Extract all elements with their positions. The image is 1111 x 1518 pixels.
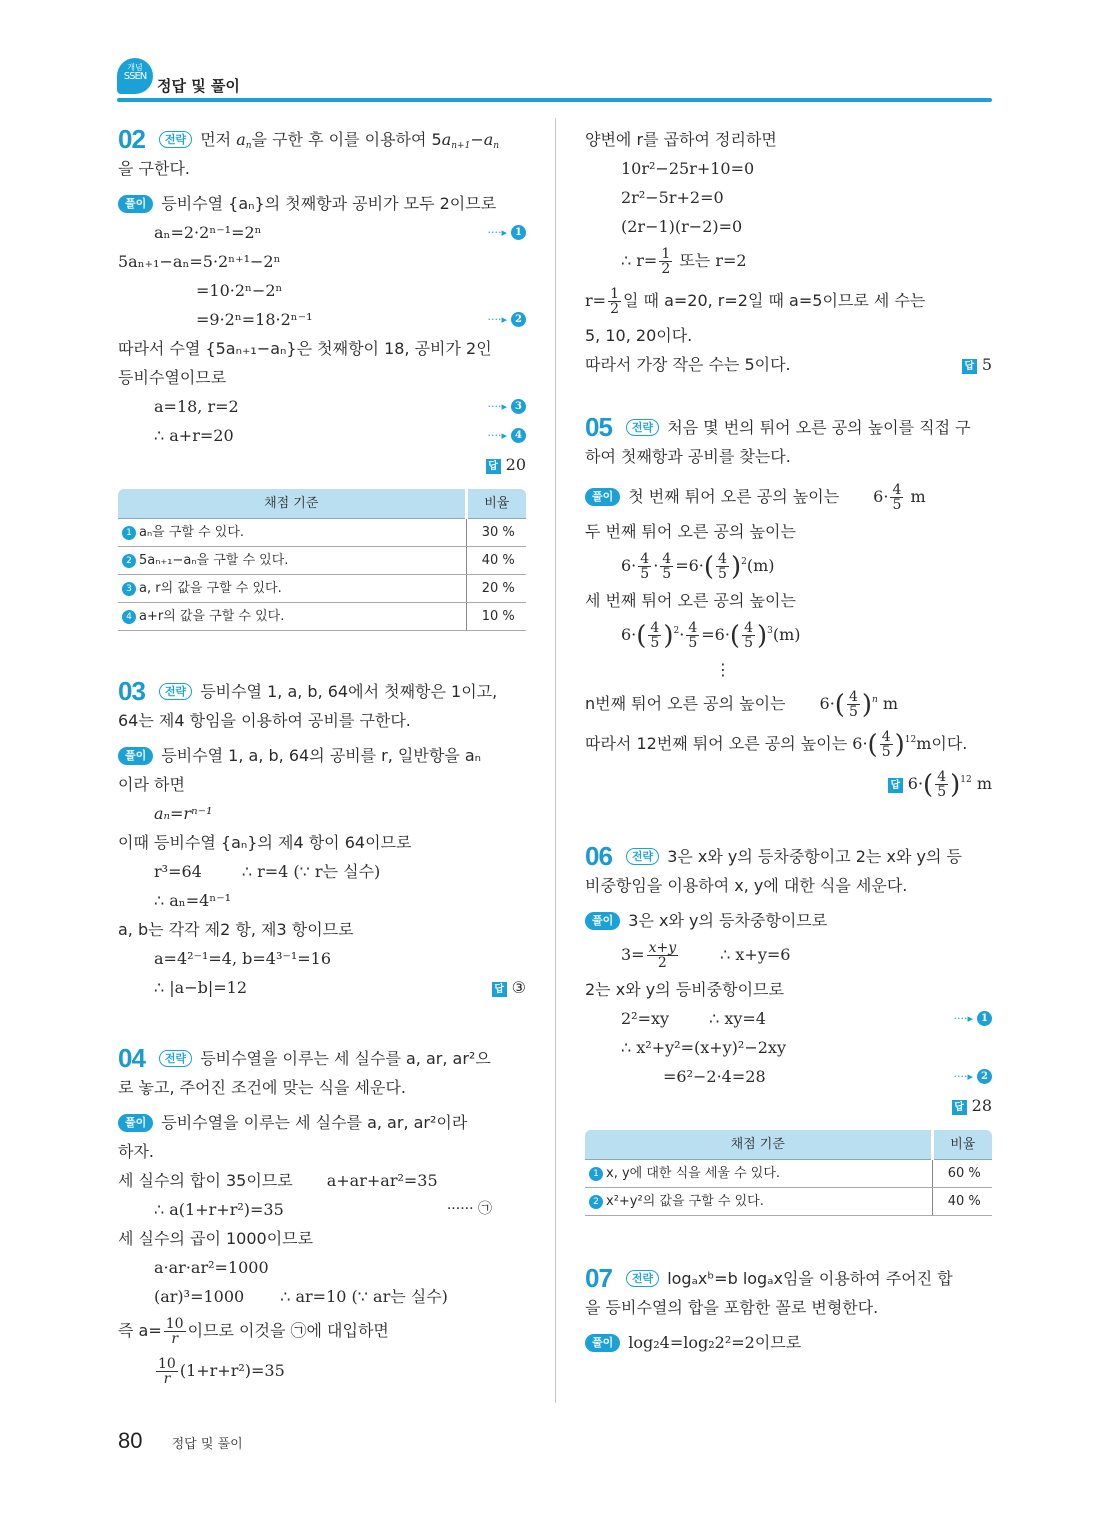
fraction: $\frac{1}{2}$	[661, 246, 671, 277]
solution-tag: 풀이	[585, 488, 620, 506]
solution-text: 세 실수의 곱이 1000이므로	[118, 1229, 314, 1248]
strategy-text: logₐxᵇ=b logₐx임을 이용하여 주어진 합	[667, 1269, 953, 1288]
strategy-text: 등비수열 1, a, b, 64에서 첫째항은 1이고,	[200, 682, 498, 701]
answer: 답 6·( $\frac{4}{5}$ )$^{12}$ m	[585, 764, 992, 804]
strategy-text: 등비수열을 이루는 세 실수를 a, ar, ar²으	[200, 1049, 491, 1068]
fraction: $\frac{10}{r}$	[165, 1316, 184, 1347]
solution-text: 세 번째 튀어 오른 공의 높이는	[585, 591, 796, 610]
equation: r=	[585, 291, 607, 310]
equation: 6· $\frac{4}{5}$ · $\frac{4}{5}$ =6·( $\frac{4}{5}$ )$^2$(m)	[621, 551, 775, 582]
table-header: 비율	[932, 1130, 992, 1160]
question-05	[585, 413, 992, 804]
question-number: 07	[585, 1263, 612, 1293]
step-marker-3: ····▸ 3	[487, 392, 526, 421]
equation: ∴ r=	[621, 251, 658, 270]
equation: 2r²−5r+2=0	[621, 188, 724, 207]
solution-text: 이때 등비수열 {aₙ}의 제4 항이 64이므로	[118, 833, 412, 852]
equation: 6·( $\frac{4}{5}$ )$^n$ m	[819, 689, 899, 720]
equation: a=4²⁻¹=4, b=4³⁻¹=16	[154, 949, 332, 968]
table-header: 채점 기준	[118, 489, 466, 519]
solution-text: 등비수열 {aₙ}의 첫째항과 공비가 모두 2이므로	[161, 194, 497, 213]
math-an: $a_n$	[236, 130, 252, 151]
equation: ∴ r=4 (∵ r는 실수)	[241, 862, 381, 881]
equation: 6·( $\frac{4}{5}$ )$^2$· $\frac{4}{5}$ =6·( $\frac{4}{5}$ )$^3$(m)	[621, 620, 801, 651]
column-divider	[555, 118, 556, 1403]
answer-icon: 답	[492, 982, 507, 997]
solution-tag: 풀이	[118, 1114, 153, 1132]
equation: 2²=xy	[621, 1009, 670, 1028]
answer: 답 5	[962, 350, 992, 379]
solution-text: 이므로 이것을 ㉠에 대입하면	[187, 1321, 389, 1340]
step-marker-2: ····▸ 2	[487, 305, 526, 334]
question-number: 05	[585, 412, 612, 442]
table-row: 2 x²+y²의 값을 구할 수 있다. 40 %	[585, 1188, 992, 1216]
solution-tag: 풀이	[118, 747, 153, 765]
solution-text: 즉 a=	[118, 1321, 162, 1340]
solution-text: 두 번째 튀어 오른 공의 높이는	[585, 522, 796, 541]
equation: =10·2ⁿ−2ⁿ	[196, 281, 283, 300]
table-row: 3 a, r의 값을 구할 수 있다. 20 %	[118, 575, 526, 603]
equation: =9·2ⁿ=18·2ⁿ⁻¹	[196, 310, 313, 329]
equation: ∴ aₙ=4ⁿ⁻¹	[154, 891, 232, 910]
strategy-text: 64는 제4 항임을 이용하여 공비를 구한다.	[118, 711, 411, 730]
strategy-tag: 전략	[159, 131, 192, 148]
solution-text: 따라서 수열 {5aₙ₊₁−aₙ}은 첫째항이 18, 공비가 2인	[118, 339, 492, 358]
solution-text: n번째 튀어 오른 공의 높이는	[585, 694, 786, 713]
equation: aₙ=2·2ⁿ⁻¹=2ⁿ	[154, 223, 262, 242]
strategy-tag: 전략	[159, 1050, 192, 1067]
equation: (1+r+r²)=35	[179, 1361, 285, 1380]
solution-text: 등비수열 1, a, b, 64의 공비를 r, 일반항을 aₙ	[161, 746, 482, 765]
table-header: 비율	[466, 489, 526, 519]
table-header: 채점 기준	[585, 1130, 932, 1160]
solution-tag: 풀이	[585, 912, 620, 930]
strategy-text: 을 등비수열의 합을 포함한 꼴로 변형한다.	[585, 1298, 879, 1317]
logo-top-text: 개념	[127, 63, 143, 72]
question-number: 04	[118, 1043, 145, 1073]
grading-table	[585, 1130, 992, 1216]
equation: 10r²−25r+10=0	[621, 159, 755, 178]
fraction: $\frac{1}{2}$	[610, 286, 619, 317]
brand-logo	[117, 58, 153, 94]
equation: ∴ a+r=20	[154, 426, 234, 445]
page-header	[117, 58, 992, 102]
equation: (2r−1)(r−2)=0	[621, 217, 743, 236]
strategy-text: 로 놓고, 주어진 조건에 맞는 식을 세운다.	[118, 1078, 406, 1097]
equation: 3= $\frac{x+y}{2}$ ∴ x+y=6	[621, 940, 791, 971]
strategy-tag: 전략	[626, 419, 659, 436]
answer-icon: 답	[888, 778, 903, 793]
step-marker-4: ····▸ 4	[487, 421, 526, 450]
step-marker-1: ····▸ 1	[953, 1004, 992, 1033]
strategy-text: 3은 x와 y의 등차중항이고 2는 x와 y의 등	[667, 847, 962, 866]
question-number: 02	[118, 124, 145, 154]
answer: 답 28	[585, 1091, 992, 1120]
question-number: 06	[585, 841, 612, 871]
equation: ∴ ar=10 (∵ ar는 실수)	[280, 1287, 448, 1306]
question-number: 03	[118, 676, 145, 706]
question-03	[118, 677, 526, 1002]
equation: =6²−2·4=28	[663, 1067, 766, 1086]
solution-text: 2는 x와 y의 등비중항이므로	[585, 980, 784, 999]
solution-text: 일 때 a=20, r=2일 때 a=5이므로 세 수는	[622, 291, 926, 310]
table-row: 1 aₙ을 구할 수 있다. 30 %	[118, 519, 526, 547]
solution-tag: 풀이	[118, 195, 153, 213]
equation: ∴ a(1+r+r²)=35	[154, 1200, 284, 1219]
solution-text: 하자.	[118, 1142, 154, 1161]
solution-text: a, b는 각각 제2 항, 제3 항이므로	[118, 920, 354, 939]
answer-icon: 답	[952, 1100, 967, 1115]
equation: ∴ |a−b|=12	[154, 978, 247, 997]
solution-text: 양변에 r를 곱하여 정리하면	[585, 130, 777, 149]
equation: 6· $\frac{4}{5}$ m	[873, 482, 926, 513]
logo-bottom-text: SSEN	[123, 71, 147, 82]
question-06	[585, 842, 992, 1216]
solution-text: 5, 10, 20이다.	[585, 326, 693, 345]
strategy-tag: 전략	[159, 683, 192, 700]
equation: (ar)³=1000	[154, 1287, 245, 1306]
page-footer	[118, 1428, 243, 1454]
vertical-ellipsis: ⋮	[715, 660, 731, 679]
table-row: 4 a+r의 값을 구할 수 있다. 10 %	[118, 603, 526, 631]
strategy-tag: 전략	[626, 848, 659, 865]
equation-label: ······ ㉠	[446, 1201, 492, 1217]
question-04-continued	[585, 125, 992, 379]
footer-label: 정답 및 풀이	[171, 1437, 243, 1452]
equation: aₙ=rⁿ⁻¹	[154, 804, 213, 823]
strategy-tag: 전략	[626, 1270, 659, 1287]
answer: 답 ③	[492, 973, 526, 1002]
solution-tag: 풀이	[585, 1334, 620, 1352]
table-row: 2 5aₙ₊₁−aₙ을 구할 수 있다. 40 %	[118, 547, 526, 575]
strategy-text: 을 구한 후 이를 이용하여 5	[251, 130, 442, 149]
solution-text: 등비수열을 이루는 세 실수를 a, ar, ar²이라	[161, 1113, 468, 1132]
equation: ∴ x²+y²=(x+y)²−2xy	[621, 1038, 786, 1057]
strategy-text: 하여 첫째항과 공비를 찾는다.	[585, 447, 791, 466]
step-marker-1: ····▸ 1	[487, 218, 526, 247]
strategy-text: 비중항임을 이용하여 x, y에 대한 식을 세운다.	[585, 876, 908, 895]
solution-text: 이라 하면	[118, 775, 185, 794]
answer: 답 20	[118, 450, 526, 479]
grading-table	[118, 489, 526, 631]
equation: a+ar+ar²=35	[326, 1171, 438, 1190]
strategy-text: 처음 몇 번의 튀어 오른 공의 높이를 직접 구	[667, 418, 971, 437]
solution-text: log₂4=log₂2²=2이므로	[628, 1333, 802, 1352]
solution-text: 따라서 가장 작은 수는 5이다.	[585, 355, 791, 374]
right-column	[585, 125, 992, 1357]
question-04	[118, 1044, 526, 1391]
equation: 5aₙ₊₁−aₙ=5·2ⁿ⁺¹−2ⁿ	[118, 252, 281, 271]
question-07	[585, 1264, 992, 1357]
solution-text: 3은 x와 y의 등차중항이므로	[628, 911, 828, 930]
fraction: $\frac{10}{r}$	[158, 1356, 176, 1387]
solution-text: 세 실수의 합이 35이므로	[118, 1171, 293, 1190]
answer-icon: 답	[486, 459, 501, 474]
solution-text: 첫 번째 튀어 오른 공의 높이는	[628, 487, 840, 506]
header-title: 정답 및 풀이	[157, 77, 240, 95]
question-02	[118, 125, 526, 631]
equation: ∴ xy=4	[709, 1009, 766, 1028]
table-row: 1 x, y에 대한 식을 세울 수 있다. 60 %	[585, 1160, 992, 1188]
header-divider	[117, 98, 992, 102]
page-number: 80	[118, 1428, 143, 1453]
math-expr: $a_{n+1}-a_n$	[441, 130, 500, 151]
equation: 또는 r=2	[674, 251, 747, 270]
strategy-text: 먼저	[200, 130, 237, 149]
equation: a·ar·ar²=1000	[154, 1258, 269, 1277]
equation: r³=64	[154, 862, 202, 881]
answer-icon: 답	[962, 359, 977, 374]
equation: a=18, r=2	[154, 397, 239, 416]
strategy-text: 을 구한다.	[118, 159, 190, 178]
solution-text: 등비수열이므로	[118, 368, 227, 387]
solution-text: 따라서 12번째 튀어 오른 공의 높이는 6·( $\frac{4}{5}$ )$^{12}$m이다.	[585, 729, 968, 760]
step-marker-2: ····▸ 2	[953, 1062, 992, 1091]
left-column	[118, 125, 526, 1391]
